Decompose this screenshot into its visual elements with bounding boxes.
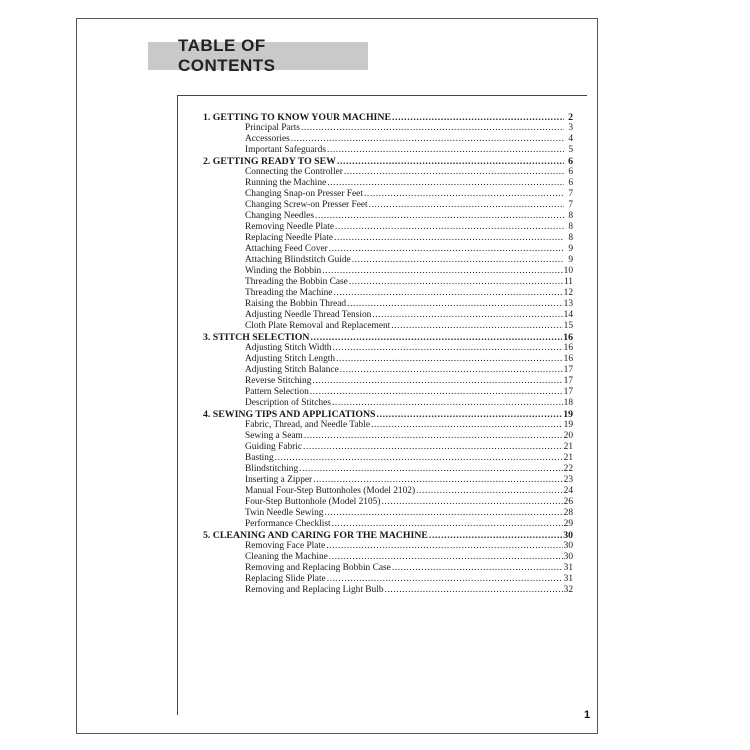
toc-entry-page: 30: [563, 530, 573, 541]
toc-entry: [203, 354, 573, 365]
toc-entry-page: 9: [568, 244, 573, 254]
toc-entry-label: Fabric, Thread, and Needle Table: [245, 420, 370, 430]
toc-entry-label: Threading the Machine: [245, 288, 333, 298]
toc-entry-label: Guiding Fabric: [245, 442, 303, 452]
toc-entry: [203, 233, 573, 244]
dot-leader: [416, 486, 563, 497]
dot-leader: [371, 420, 563, 431]
dot-leader: [301, 123, 564, 134]
dot-leader: [329, 552, 563, 563]
toc-entry-label: Manual Four-Step Buttonholes (Model 2102): [245, 486, 416, 496]
toc-entry: [203, 167, 573, 178]
toc-entry-page: 13: [563, 299, 573, 309]
dot-leader: [310, 387, 563, 398]
toc-entry: [203, 453, 573, 464]
toc-entry-label: Performance Checklist: [245, 519, 331, 529]
toc-entry-label: Threading the Bobbin Case: [245, 277, 348, 287]
toc-entry-label: Accessories: [245, 134, 290, 144]
toc-entry-page: 26: [563, 497, 573, 507]
toc-section: [203, 332, 573, 343]
toc-entry: [203, 123, 573, 134]
toc-entry: [203, 585, 573, 596]
dot-leader: [332, 343, 562, 354]
toc-entry-label: 5. CLEANING AND CARING FOR THE MACHINE: [203, 530, 428, 541]
toc-entry-page: 2: [568, 112, 573, 123]
dot-leader: [337, 156, 564, 167]
dot-leader: [392, 563, 563, 574]
toc-entry-page: 8: [568, 233, 573, 243]
toc-entry-page: 6: [568, 156, 573, 167]
dot-leader: [327, 178, 564, 189]
toc-entry-label: Adjusting Stitch Length: [245, 354, 336, 364]
toc-entry: [203, 497, 573, 508]
toc-entry-page: 16: [563, 354, 573, 364]
toc-entry-page: 10: [563, 266, 573, 276]
toc-entry-page: 22: [563, 464, 573, 474]
toc-entry-label: Changing Snap-on Presser Feet: [245, 189, 363, 199]
toc-entry-page: 24: [563, 486, 573, 496]
toc-entry: [203, 486, 573, 497]
toc-entry-page: 17: [563, 376, 573, 386]
toc-entry: [203, 508, 573, 519]
toc-entry-label: 3. STITCH SELECTION: [203, 332, 310, 343]
toc-entry-label: 4. SEWING TIPS AND APPLICATIONS: [203, 409, 376, 420]
toc-entry: [203, 343, 573, 354]
toc-entry-page: 12: [563, 288, 573, 298]
toc-entry-page: 21: [563, 442, 573, 452]
toc-entry-page: 31: [563, 563, 573, 573]
toc-entry: [203, 255, 573, 266]
dot-leader: [334, 233, 564, 244]
dot-leader: [369, 200, 564, 211]
toc-entry-label: Winding the Bobbin: [245, 266, 322, 276]
toc-entry-page: 16: [563, 332, 573, 343]
toc-entry: [203, 464, 573, 475]
dot-leader: [313, 475, 562, 486]
toc-entry-page: 7: [568, 189, 573, 199]
dot-leader: [344, 167, 564, 178]
dot-leader: [310, 332, 562, 343]
toc-entry: [203, 376, 573, 387]
toc-entry-page: 19: [563, 420, 573, 430]
page-title: TABLE OF CONTENTS: [148, 42, 368, 70]
toc-entry-page: 7: [568, 200, 573, 210]
toc-entry: [203, 277, 573, 288]
dot-leader: [349, 277, 563, 288]
toc-entry: [203, 200, 573, 211]
toc-entry: [203, 134, 573, 145]
toc-entry-page: 18: [563, 398, 573, 408]
toc-entry: [203, 541, 573, 552]
toc-entry: [203, 387, 573, 398]
toc-entry-page: 9: [568, 255, 573, 265]
dot-leader: [327, 574, 563, 585]
dot-leader: [376, 409, 562, 420]
toc-entry-page: 28: [563, 508, 573, 518]
dot-leader: [391, 321, 562, 332]
toc-entry-label: Pattern Selection: [245, 387, 309, 397]
toc-entry-label: Reverse Stitching: [245, 376, 312, 386]
toc-entry-page: 3: [568, 123, 573, 133]
toc-entry-label: Blindstitching: [245, 464, 299, 474]
toc-entry-label: Removing Needle Plate: [245, 222, 335, 232]
toc-entry-label: Important Safeguards: [245, 145, 326, 155]
dot-leader: [333, 288, 562, 299]
dot-leader: [329, 244, 564, 255]
dot-leader: [291, 134, 564, 145]
toc-entry: [203, 519, 573, 530]
dot-leader: [315, 211, 564, 222]
toc-entry-label: Raising the Bobbin Thread: [245, 299, 347, 309]
dot-leader: [332, 519, 563, 530]
toc-section: [203, 156, 573, 167]
toc-entry: [203, 552, 573, 563]
dot-leader: [364, 189, 564, 200]
dot-leader: [392, 112, 564, 123]
dot-leader: [381, 497, 562, 508]
toc-entry: [203, 266, 573, 277]
dot-leader: [335, 222, 564, 233]
toc-entry-label: 1. GETTING TO KNOW YOUR MACHINE: [203, 112, 391, 123]
toc-entry-page: 16: [563, 343, 573, 353]
toc-entry-page: 29: [563, 519, 573, 529]
toc-entry: [203, 321, 573, 332]
toc-entry: [203, 398, 573, 409]
dot-leader: [385, 585, 563, 596]
toc-entry-page: 4: [568, 134, 573, 144]
toc-entry: [203, 475, 573, 486]
toc-entry-page: 31: [563, 574, 573, 584]
toc-entry: [203, 442, 573, 453]
dot-leader: [429, 530, 562, 541]
dot-leader: [352, 255, 564, 266]
toc-section: [203, 112, 573, 123]
toc-entry-label: Replacing Slide Plate: [245, 574, 326, 584]
toc-entry-page: 8: [568, 211, 573, 221]
toc-entry-page: 19: [563, 409, 573, 420]
toc-entry-page: 30: [563, 541, 573, 551]
toc-entry-label: Attaching Blindstitch Guide: [245, 255, 351, 265]
toc-entry: [203, 288, 573, 299]
toc-entry-label: Sewing a Seam: [245, 431, 303, 441]
toc-entry: [203, 244, 573, 255]
toc-entry: [203, 178, 573, 189]
toc-entry-label: Cleaning the Machine: [245, 552, 328, 562]
dot-leader: [326, 541, 562, 552]
toc-entry: [203, 299, 573, 310]
toc-entry-page: 11: [563, 277, 573, 287]
toc-entry-label: Replacing Needle Plate: [245, 233, 333, 243]
toc-entry: [203, 145, 573, 156]
toc-entry: [203, 310, 573, 321]
toc-entry: [203, 574, 573, 585]
toc-entry: [203, 431, 573, 442]
toc-entry-label: Principal Parts: [245, 123, 300, 133]
toc-entry-page: 8: [568, 222, 573, 232]
toc-entry-page: 6: [568, 178, 573, 188]
toc-section: [203, 530, 573, 541]
table-of-contents: [203, 112, 573, 596]
toc-entry-page: 14: [563, 310, 573, 320]
toc-entry-page: 17: [563, 387, 573, 397]
dot-leader: [340, 365, 563, 376]
dot-leader: [325, 508, 563, 519]
toc-entry-label: Four-Step Buttonhole (Model 2105): [245, 497, 381, 507]
toc-entry: [203, 222, 573, 233]
toc-entry: [203, 211, 573, 222]
dot-leader: [347, 299, 563, 310]
toc-entry-label: Removing and Replacing Bobbin Case: [245, 563, 391, 573]
toc-entry-label: Inserting a Zipper: [245, 475, 313, 485]
toc-entry: [203, 365, 573, 376]
toc-entry-label: Connecting the Controller: [245, 167, 343, 177]
dot-leader: [303, 442, 563, 453]
toc-entry-label: Removing Face Plate: [245, 541, 326, 551]
toc-entry-page: 6: [568, 167, 573, 177]
toc-entry-label: Changing Needles: [245, 211, 314, 221]
toc-entry-label: Basting: [245, 453, 274, 463]
dot-leader: [332, 398, 563, 409]
dot-leader: [312, 376, 562, 387]
toc-entry-page: 23: [563, 475, 573, 485]
toc-entry-label: Description of Stitches: [245, 398, 331, 408]
toc-entry-label: Twin Needle Sewing: [245, 508, 324, 518]
toc-entry-label: Removing and Replacing Light Bulb: [245, 585, 384, 595]
dot-leader: [275, 453, 563, 464]
toc-entry: [203, 189, 573, 200]
toc-entry-page: 32: [563, 585, 573, 595]
toc-entry-label: 2. GETTING READY TO SEW: [203, 156, 336, 167]
dot-leader: [372, 310, 562, 321]
toc-entry-page: 20: [563, 431, 573, 441]
toc-entry-label: Adjusting Stitch Balance: [245, 365, 339, 375]
toc-entry-label: Attaching Feed Cover: [245, 244, 328, 254]
page-number: 1: [584, 709, 591, 721]
toc-entry-label: Changing Screw-on Presser Feet: [245, 200, 368, 210]
toc-entry-page: 21: [563, 453, 573, 463]
dot-leader: [299, 464, 562, 475]
toc-entry-page: 15: [563, 321, 573, 331]
toc-entry-label: Adjusting Stitch Width: [245, 343, 332, 353]
toc-entry: [203, 563, 573, 574]
toc-section: [203, 409, 573, 420]
dot-leader: [336, 354, 563, 365]
toc-entry-label: Running the Machine: [245, 178, 327, 188]
dot-leader: [304, 431, 563, 442]
toc-entry-page: 5: [568, 145, 573, 155]
toc-entry-label: Adjusting Needle Thread Tension: [245, 310, 372, 320]
toc-entry-label: Cloth Plate Removal and Replacement: [245, 321, 391, 331]
toc-entry: [203, 420, 573, 431]
dot-leader: [322, 266, 562, 277]
toc-entry-page: 30: [563, 552, 573, 562]
dot-leader: [327, 145, 564, 156]
toc-entry-page: 17: [563, 365, 573, 375]
